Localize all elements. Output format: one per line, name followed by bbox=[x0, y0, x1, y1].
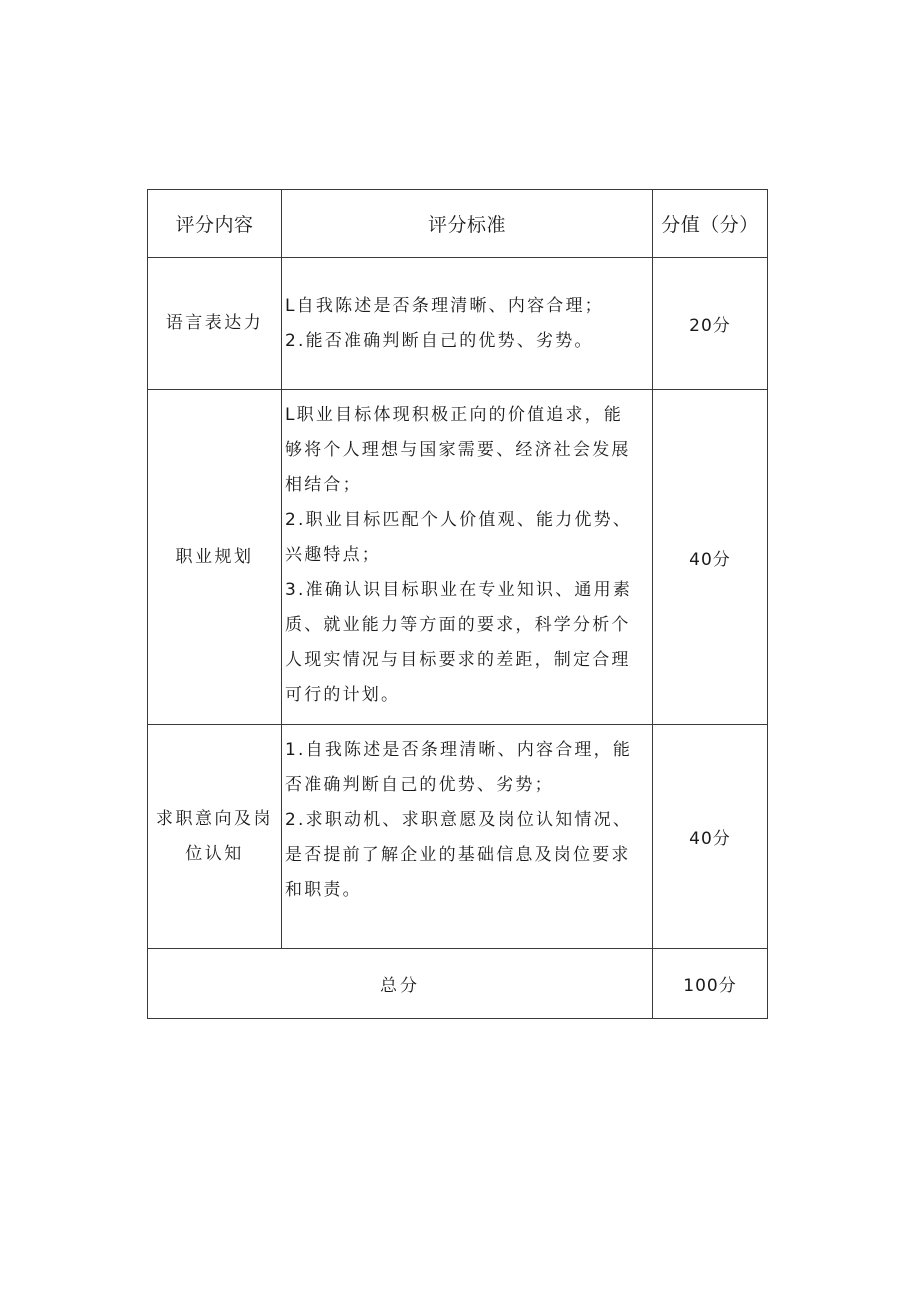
total-score: 100分 bbox=[653, 949, 768, 1019]
criteria-line: 1.自我陈述是否条理清晰、内容合理，能 bbox=[285, 740, 633, 760]
criteria-line: 否准确判断自己的优势、劣势； bbox=[285, 775, 554, 795]
criteria-line: 人现实情况与目标要求的差距，制定合理 bbox=[285, 650, 631, 670]
item-career-planning: 职业规划 bbox=[148, 390, 282, 725]
header-criteria: 评分标准 bbox=[282, 190, 653, 258]
header-score: 分值（分） bbox=[653, 190, 768, 258]
criteria-line: 是否提前了解企业的基础信息及岗位要求 bbox=[285, 845, 631, 865]
table-row bbox=[148, 258, 768, 390]
criteria-line: 兴趣特点； bbox=[285, 545, 381, 565]
criteria-job-intention bbox=[282, 725, 653, 949]
item-language: 语言表达力 bbox=[148, 258, 282, 390]
score-job-intention: 40分 bbox=[653, 725, 768, 949]
item-line: 位认知 bbox=[185, 843, 244, 864]
criteria-line: L自我陈述是否条理清晰、内容合理； bbox=[285, 295, 604, 316]
criteria-line: L职业目标体现积极正向的价值追求，能 bbox=[285, 405, 624, 425]
criteria-line: 和职责。 bbox=[285, 880, 362, 900]
criteria-line: 可行的计划。 bbox=[285, 685, 401, 705]
scoring-table bbox=[147, 189, 768, 1019]
criteria-career-planning bbox=[282, 390, 653, 725]
criteria-line: 相结合； bbox=[285, 475, 362, 495]
total-row bbox=[148, 949, 768, 1019]
header-row bbox=[148, 190, 768, 258]
criteria-line: 2.能否准确判断自己的优势、劣势。 bbox=[285, 330, 594, 351]
score-language: 20分 bbox=[653, 258, 768, 390]
criteria-language bbox=[282, 258, 653, 390]
criteria-line: 质、就业能力等方面的要求，科学分析个 bbox=[285, 615, 631, 635]
criteria-line: 2.求职动机、求职意愿及岗位认知情况、 bbox=[285, 810, 633, 830]
item-job-intention bbox=[148, 725, 282, 949]
criteria-line: 2.职业目标匹配个人价值观、能力优势、 bbox=[285, 510, 633, 530]
criteria-line: 3.准确认识目标职业在专业知识、通用素 bbox=[285, 580, 633, 600]
total-label: 总分 bbox=[148, 949, 653, 1019]
score-career-planning: 40分 bbox=[653, 390, 768, 725]
criteria-line: 够将个人理想与国家需要、经济社会发展 bbox=[285, 440, 631, 460]
item-line: 求职意向及岗 bbox=[156, 808, 273, 829]
table-row bbox=[148, 725, 768, 949]
header-content: 评分内容 bbox=[148, 190, 282, 258]
table-row bbox=[148, 390, 768, 725]
